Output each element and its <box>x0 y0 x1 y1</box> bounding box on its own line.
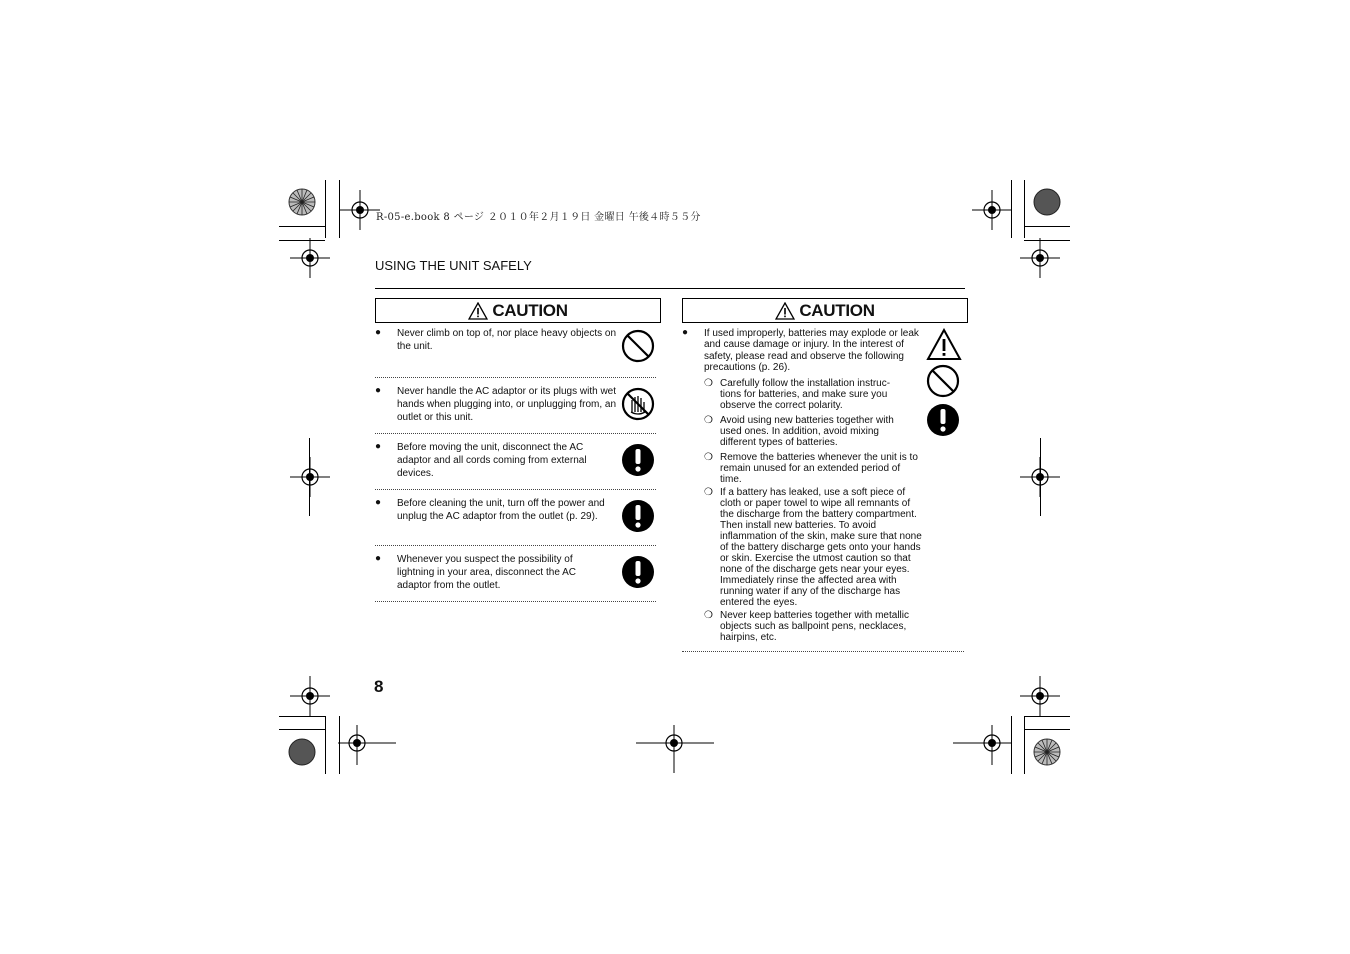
caution-label: CAUTION <box>799 300 875 320</box>
section-title: USING THE UNIT SAFELY <box>375 258 532 273</box>
registration-mark-icon <box>953 725 1011 765</box>
registration-mark-icon <box>972 190 1012 230</box>
bullet: ● <box>682 327 689 338</box>
registration-mark-icon <box>290 676 330 716</box>
gray-target-icon <box>1033 188 1061 216</box>
no-wet-hands-icon <box>621 387 655 421</box>
item-separator <box>375 433 656 434</box>
mandatory-action-icon <box>926 403 960 437</box>
star-target-icon <box>288 188 316 216</box>
page-number: 8 <box>374 677 384 696</box>
left-caution-heading <box>375 298 661 323</box>
registration-mark-icon <box>1020 676 1060 716</box>
battery-precaution-text: Remove the batteries whenever the unit is to remain unused for an extended period of time. <box>720 452 918 485</box>
item-separator <box>682 651 964 652</box>
sub-bullet: ❍ <box>704 610 713 621</box>
mandatory-action-icon <box>621 443 655 477</box>
gray-target-icon <box>288 738 316 766</box>
header-rule <box>375 288 965 289</box>
battery-intro-text: If used improperly, batteries may explode or leak and cause damage or injury. In the interest of safety, please read and observe the following precautions (p. 26). <box>704 328 919 373</box>
registration-mark-icon <box>636 725 714 773</box>
printer-slug: R-05-e.book 8 ページ ２０１０年２月１９日 金曜日 午後４時５５分 <box>376 212 701 223</box>
registration-mark-icon <box>340 190 380 230</box>
mandatory-action-icon <box>621 499 655 533</box>
caution-item-text: Whenever you suspect the possibility of lightning in your area, disconnect the AC adaptor from the outlet. <box>397 554 576 591</box>
sub-bullet: ❍ <box>704 415 713 426</box>
caution-item-text: Never climb on top of, nor place heavy objects on the unit. <box>397 328 617 352</box>
battery-precaution-text: Never keep batteries together with metallic objects such as ballpoint pens, necklaces, hairpins, etc. <box>720 610 909 643</box>
sub-bullet: ❍ <box>704 378 713 389</box>
caution-item-text: Before cleaning the unit, turn off the power and unplug the AC adaptor from the outlet (p. 29). <box>397 498 605 522</box>
registration-mark-icon <box>290 238 330 278</box>
mandatory-action-icon <box>621 555 655 589</box>
prohibited-icon <box>926 364 960 398</box>
warning-triangle-icon <box>775 302 795 320</box>
item-separator <box>375 377 656 378</box>
registration-mark-icon <box>1020 238 1060 278</box>
item-separator <box>375 545 656 546</box>
item-separator <box>375 601 656 602</box>
battery-precaution-text: Carefully follow the installation instruc-tions for batteries, and make sure you observe the correct polarity. <box>720 378 891 411</box>
item-separator <box>375 489 656 490</box>
prohibited-icon <box>621 329 655 363</box>
warning-triangle-icon <box>926 328 962 361</box>
sub-bullet: ❍ <box>704 452 713 463</box>
bullet: ● <box>375 553 382 564</box>
bullet: ● <box>375 441 382 452</box>
battery-precaution-text: If a battery has leaked, use a soft piece of cloth or paper towel to wipe all remnants of the discharge from the battery compartment. Then install new batteries. To avoid inflammation of the skin, make sure that none of the battery discharge gets onto your hands or skin. Exercise the utmost caution so that none of the discharge gets near your eyes. Immediately rinse the affected area with running water if any of the discharge has entered the eyes. <box>720 487 922 608</box>
warning-triangle-icon <box>468 302 488 320</box>
sub-bullet: ❍ <box>704 487 713 498</box>
caution-item-text: Before moving the unit, disconnect the AC adaptor and all cords coming from external devices. <box>397 442 587 479</box>
bullet: ● <box>375 327 382 338</box>
bullet: ● <box>375 385 382 396</box>
right-caution-heading <box>682 298 968 323</box>
star-target-icon <box>1033 738 1061 766</box>
registration-mark-icon <box>290 457 330 497</box>
caution-label: CAUTION <box>492 300 568 320</box>
battery-precaution-text: Avoid using new batteries together with used ones. In addition, avoid mixing different types of batteries. <box>720 415 894 448</box>
bullet: ● <box>375 497 382 508</box>
caution-item-text: Never handle the AC adaptor or its plugs with wet hands when plugging into, or unplugging from, an outlet or this unit. <box>397 386 617 423</box>
registration-mark-icon <box>338 725 396 765</box>
